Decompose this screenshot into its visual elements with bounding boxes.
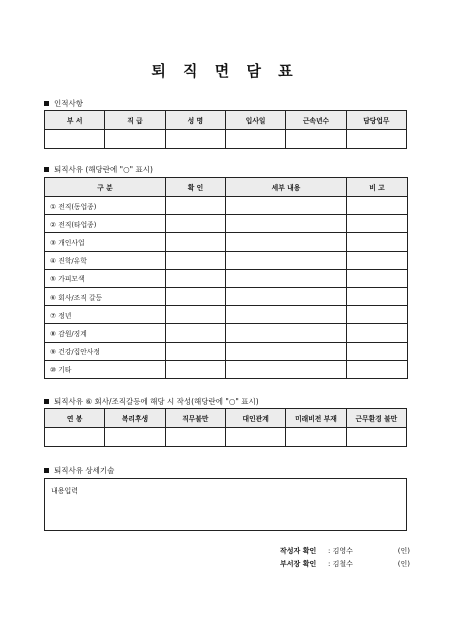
reason-remarks-cell[interactable] bbox=[347, 233, 408, 251]
input-years-of-service[interactable] bbox=[286, 130, 346, 149]
reason-category: ② 전직(타업종) bbox=[45, 215, 166, 233]
reason-category: ④ 진학/유학 bbox=[45, 251, 166, 269]
check-job-dissatisfaction[interactable] bbox=[165, 428, 225, 447]
table-row bbox=[45, 342, 408, 360]
reason-remarks-cell[interactable] bbox=[347, 287, 408, 305]
reason-category: ⑩ 기타 bbox=[45, 360, 166, 378]
reason-details-cell[interactable] bbox=[226, 342, 347, 360]
header-years-of-service: 근속년수 bbox=[286, 111, 346, 130]
section-heading-label: 퇴직사유 ⑥ 회사/조직갈등에 해당 시 작성(해당란에 "○" 표시) bbox=[54, 397, 259, 406]
reason-details-cell[interactable] bbox=[226, 233, 347, 251]
reason-details-cell[interactable] bbox=[226, 197, 347, 215]
header-category: 구 분 bbox=[45, 178, 166, 197]
header-salary: 연 봉 bbox=[45, 409, 105, 428]
section-heading-personal-info bbox=[44, 98, 83, 109]
resignation-reason-table bbox=[44, 177, 408, 379]
check-welfare[interactable] bbox=[105, 428, 165, 447]
reason-check-cell[interactable] bbox=[166, 306, 226, 324]
table-row bbox=[45, 324, 408, 342]
signature-name[interactable]: : 김철수 bbox=[328, 560, 353, 568]
reason-category: ③ 개인사업 bbox=[45, 233, 166, 251]
table-row bbox=[45, 287, 408, 305]
header-rank: 직 급 bbox=[105, 111, 165, 130]
reason-check-cell[interactable] bbox=[166, 342, 226, 360]
reason-category: ⑦ 정년 bbox=[45, 306, 166, 324]
header-remarks: 비 고 bbox=[347, 178, 408, 197]
reason-check-cell[interactable] bbox=[166, 197, 226, 215]
table-row bbox=[45, 215, 408, 233]
check-work-environment[interactable] bbox=[346, 428, 406, 447]
section-heading-resignation-reason bbox=[44, 164, 153, 175]
header-join-date: 입사일 bbox=[225, 111, 285, 130]
header-job-dissatisfaction: 직무불만 bbox=[165, 409, 225, 428]
square-bullet-icon bbox=[44, 399, 49, 404]
header-welfare: 복리후생 bbox=[105, 409, 165, 428]
reason-category: ⑥ 회사/조직 갈등 bbox=[45, 287, 166, 305]
reason-category: ⑨ 건강/집안사정 bbox=[45, 342, 166, 360]
reason-details-cell[interactable] bbox=[226, 324, 347, 342]
table-row bbox=[45, 197, 408, 215]
input-duty[interactable] bbox=[346, 130, 406, 149]
check-relationships[interactable] bbox=[225, 428, 285, 447]
reason-remarks-cell[interactable] bbox=[347, 324, 408, 342]
writer-signature-line bbox=[280, 546, 410, 556]
section-heading-label: 퇴직사유 (해당란에 "○" 표시) bbox=[54, 165, 153, 174]
reason-category: ⑧ 감원/징계 bbox=[45, 324, 166, 342]
input-department[interactable] bbox=[45, 130, 105, 149]
square-bullet-icon bbox=[44, 101, 49, 106]
reason-details-cell[interactable] bbox=[226, 287, 347, 305]
header-name: 성 명 bbox=[165, 111, 225, 130]
table-row bbox=[45, 306, 408, 324]
square-bullet-icon bbox=[44, 167, 49, 172]
header-details: 세부 내용 bbox=[226, 178, 347, 197]
personal-info-table bbox=[44, 110, 407, 149]
reason-check-cell[interactable] bbox=[166, 360, 226, 378]
reason-remarks-cell[interactable] bbox=[347, 360, 408, 378]
header-duty: 담당업무 bbox=[346, 111, 406, 130]
reason-check-cell[interactable] bbox=[166, 287, 226, 305]
reason-remarks-cell[interactable] bbox=[347, 342, 408, 360]
section-heading-detailed-description bbox=[44, 465, 114, 476]
square-bullet-icon bbox=[44, 468, 49, 473]
input-rank[interactable] bbox=[105, 130, 165, 149]
reason-details-cell[interactable] bbox=[226, 269, 347, 287]
seal-mark: (인) bbox=[397, 560, 410, 568]
reason-check-cell[interactable] bbox=[166, 251, 226, 269]
signature-name[interactable]: : 김영수 bbox=[328, 547, 353, 555]
signature-role: 작성자 확인 bbox=[280, 547, 317, 555]
header-department: 부 서 bbox=[45, 111, 105, 130]
reason-category: ⑤ 가피모색 bbox=[45, 269, 166, 287]
reason-check-cell[interactable] bbox=[166, 324, 226, 342]
reason-remarks-cell[interactable] bbox=[347, 197, 408, 215]
header-work-environment: 근무환경 불만 bbox=[346, 409, 406, 428]
reason-remarks-cell[interactable] bbox=[347, 269, 408, 287]
reason-remarks-cell[interactable] bbox=[347, 215, 408, 233]
conflict-detail-table bbox=[44, 408, 407, 447]
reason-details-cell[interactable] bbox=[226, 306, 347, 324]
header-no-future-vision: 미래비전 부재 bbox=[286, 409, 346, 428]
reason-details-cell[interactable] bbox=[226, 360, 347, 378]
document-title: 퇴 직 면 담 표 bbox=[151, 62, 299, 80]
input-join-date[interactable] bbox=[225, 130, 285, 149]
check-no-future-vision[interactable] bbox=[286, 428, 346, 447]
signature-role: 부서장 확인 bbox=[280, 560, 317, 568]
table-row bbox=[45, 233, 408, 251]
section-heading-conflict-detail bbox=[44, 396, 259, 407]
reason-remarks-cell[interactable] bbox=[347, 306, 408, 324]
reason-check-cell[interactable] bbox=[166, 269, 226, 287]
header-relationships: 대인관계 bbox=[225, 409, 285, 428]
reason-details-cell[interactable] bbox=[226, 215, 347, 233]
reason-category: ① 전직(동업종) bbox=[45, 197, 166, 215]
reason-check-cell[interactable] bbox=[166, 215, 226, 233]
reason-check-cell[interactable] bbox=[166, 233, 226, 251]
section-heading-label: 퇴직사유 상세기술 bbox=[54, 466, 115, 475]
input-name[interactable] bbox=[165, 130, 225, 149]
seal-mark: (인) bbox=[397, 547, 410, 555]
header-check: 확 인 bbox=[166, 178, 226, 197]
table-row bbox=[45, 251, 408, 269]
check-salary[interactable] bbox=[45, 428, 105, 447]
detail-description-field[interactable]: 내용입력 bbox=[44, 478, 407, 531]
table-row bbox=[45, 269, 408, 287]
reason-remarks-cell[interactable] bbox=[347, 251, 408, 269]
reason-details-cell[interactable] bbox=[226, 251, 347, 269]
section-heading-label: 인적사항 bbox=[54, 99, 83, 108]
table-row bbox=[45, 360, 408, 378]
manager-signature-line bbox=[280, 559, 410, 569]
